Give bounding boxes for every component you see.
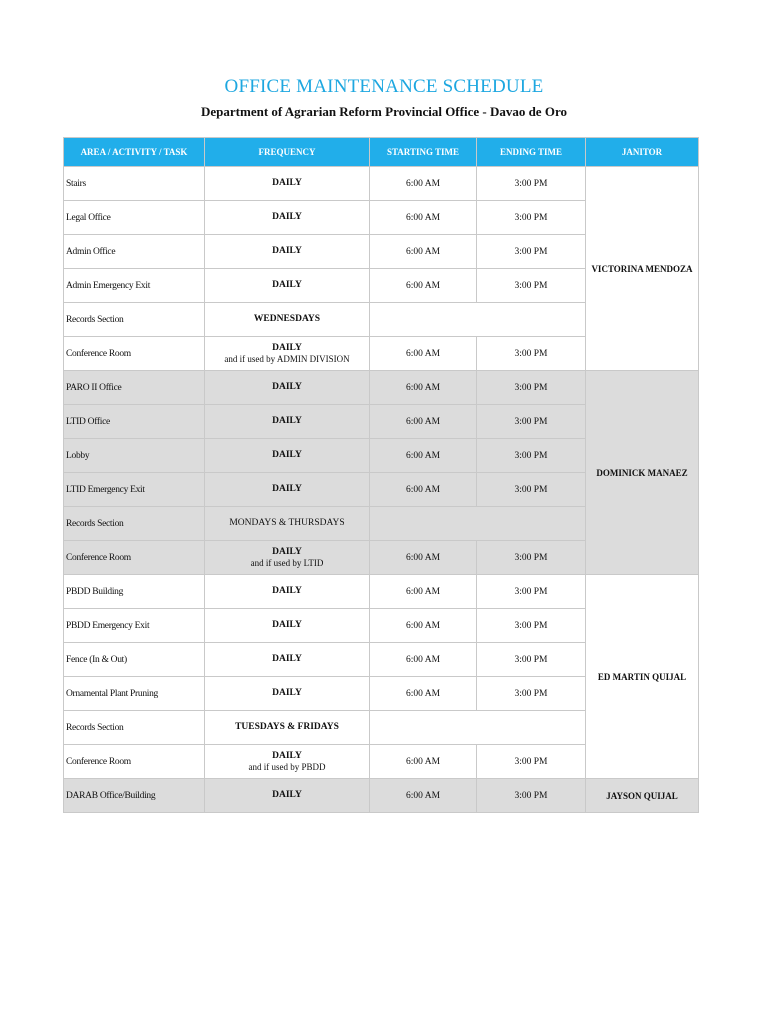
cell-frequency [205,439,370,473]
cell-starting-time: 6:00 AM [370,235,477,269]
cell-starting-time: 6:00 AM [370,473,477,507]
cell-ending-time: 3:00 PM [477,575,586,609]
cell-janitor: JAYSON QUIJAL [586,779,699,813]
frequency-label: DAILY [272,212,302,222]
frequency-label: DAILY [272,484,302,494]
cell-ending-time: 3:00 PM [477,371,586,405]
cell-area: Lobby [64,439,205,473]
cell-area: PBDD Building [64,575,205,609]
cell-frequency [205,303,370,337]
cell-frequency [205,269,370,303]
frequency-label: DAILY [272,654,302,664]
cell-frequency [205,473,370,507]
cell-area: LTID Emergency Exit [64,473,205,507]
column-header-area: AREA / ACTIVITY / TASK [64,138,205,167]
frequency-label: DAILY [272,620,302,630]
cell-starting-time: 6:00 AM [370,745,477,779]
cell-frequency [205,575,370,609]
cell-ending-time: 3:00 PM [477,541,586,575]
frequency-label: DAILY [272,246,302,256]
cell-ending-time: 3:00 PM [477,201,586,235]
frequency-label: DAILY [272,751,302,761]
cell-frequency [205,371,370,405]
cell-area: Admin Emergency Exit [64,269,205,303]
cell-ending-time: 3:00 PM [477,235,586,269]
cell-area: Conference Room [64,337,205,371]
frequency-label: WEDNESDAYS [253,314,321,324]
cell-frequency [205,541,370,575]
frequency-label: TUESDAYS & FRIDAYS [235,722,339,732]
cell-ending-time: 3:00 PM [477,609,586,643]
cell-starting-time: 6:00 AM [370,439,477,473]
cell-frequency [205,167,370,201]
column-header-frequency: FREQUENCY [205,138,370,167]
schedule-body [64,167,699,813]
frequency-label: DAILY [272,382,302,392]
cell-area: Records Section [64,507,205,541]
table-row [64,371,699,405]
cell-frequency [205,711,370,745]
table-row [64,779,699,813]
cell-area: Admin Office [64,235,205,269]
cell-ending-time: 3:00 PM [477,405,586,439]
frequency-label: DAILY [272,547,302,557]
cell-frequency [205,643,370,677]
cell-area: Records Section [64,303,205,337]
cell-starting-time: 6:00 AM [370,405,477,439]
cell-time-blank [370,303,586,337]
cell-starting-time: 6:00 AM [370,541,477,575]
cell-area: Conference Room [64,745,205,779]
cell-ending-time: 3:00 PM [477,439,586,473]
frequency-label: DAILY [272,688,302,698]
cell-area: Fence (In & Out) [64,643,205,677]
cell-starting-time: 6:00 AM [370,371,477,405]
cell-ending-time: 3:00 PM [477,473,586,507]
table-header-row [64,138,699,167]
cell-frequency [205,507,370,541]
cell-ending-time: 3:00 PM [477,643,586,677]
page-subtitle: Department of Agrarian Reform Provincial Office - Davao de Oro [201,104,567,119]
column-header-starting-time: STARTING TIME [370,138,477,167]
cell-starting-time: 6:00 AM [370,609,477,643]
frequency-note: and if used by ADMIN DIVISION [224,354,350,364]
cell-frequency [205,609,370,643]
column-header-janitor: JANITOR [586,138,699,167]
frequency-label: DAILY [272,450,302,460]
frequency-label: DAILY [272,178,302,188]
cell-janitor: VICTORINA MENDOZA [586,167,699,371]
cell-area: Conference Room [64,541,205,575]
cell-frequency [205,201,370,235]
cell-ending-time: 3:00 PM [477,677,586,711]
cell-frequency [205,235,370,269]
cell-area: LTID Office [64,405,205,439]
cell-starting-time: 6:00 AM [370,677,477,711]
cell-janitor: DOMINICK MANAEZ [586,371,699,575]
frequency-label: MONDAYS & THURSDAYS [229,518,345,528]
cell-time-blank [370,507,586,541]
cell-starting-time: 6:00 AM [370,269,477,303]
cell-ending-time: 3:00 PM [477,745,586,779]
cell-starting-time: 6:00 AM [370,167,477,201]
frequency-note: and if used by PBDD [248,762,326,772]
frequency-label: DAILY [272,280,302,290]
cell-starting-time: 6:00 AM [370,201,477,235]
cell-frequency [205,779,370,813]
cell-starting-time: 6:00 AM [370,337,477,371]
cell-starting-time: 6:00 AM [370,575,477,609]
cell-frequency [205,677,370,711]
cell-starting-time: 6:00 AM [370,779,477,813]
frequency-note: and if used by LTID [250,558,324,568]
frequency-label: DAILY [272,343,302,353]
table-row [64,167,699,201]
cell-frequency [205,745,370,779]
table-row [64,575,699,609]
cell-area: Stairs [64,167,205,201]
cell-starting-time: 6:00 AM [370,643,477,677]
cell-area: PARO II Office [64,371,205,405]
cell-area: DARAB Office/Building [64,779,205,813]
cell-time-blank [370,711,586,745]
cell-ending-time: 3:00 PM [477,337,586,371]
cell-janitor: ED MARTIN QUIJAL [586,575,699,779]
page-title: OFFICE MAINTENANCE SCHEDULE [224,76,544,97]
cell-ending-time: 3:00 PM [477,269,586,303]
frequency-label: DAILY [272,416,302,426]
cell-area: Records Section [64,711,205,745]
frequency-label: DAILY [272,586,302,596]
cell-area: Legal Office [64,201,205,235]
cell-area: Ornamental Plant Pruning [64,677,205,711]
cell-ending-time: 3:00 PM [477,779,586,813]
cell-frequency [205,337,370,371]
frequency-label: DAILY [272,790,302,800]
cell-ending-time: 3:00 PM [477,167,586,201]
schedule-table [63,137,699,813]
cell-area: PBDD Emergency Exit [64,609,205,643]
column-header-ending-time: ENDING TIME [477,138,586,167]
cell-frequency [205,405,370,439]
